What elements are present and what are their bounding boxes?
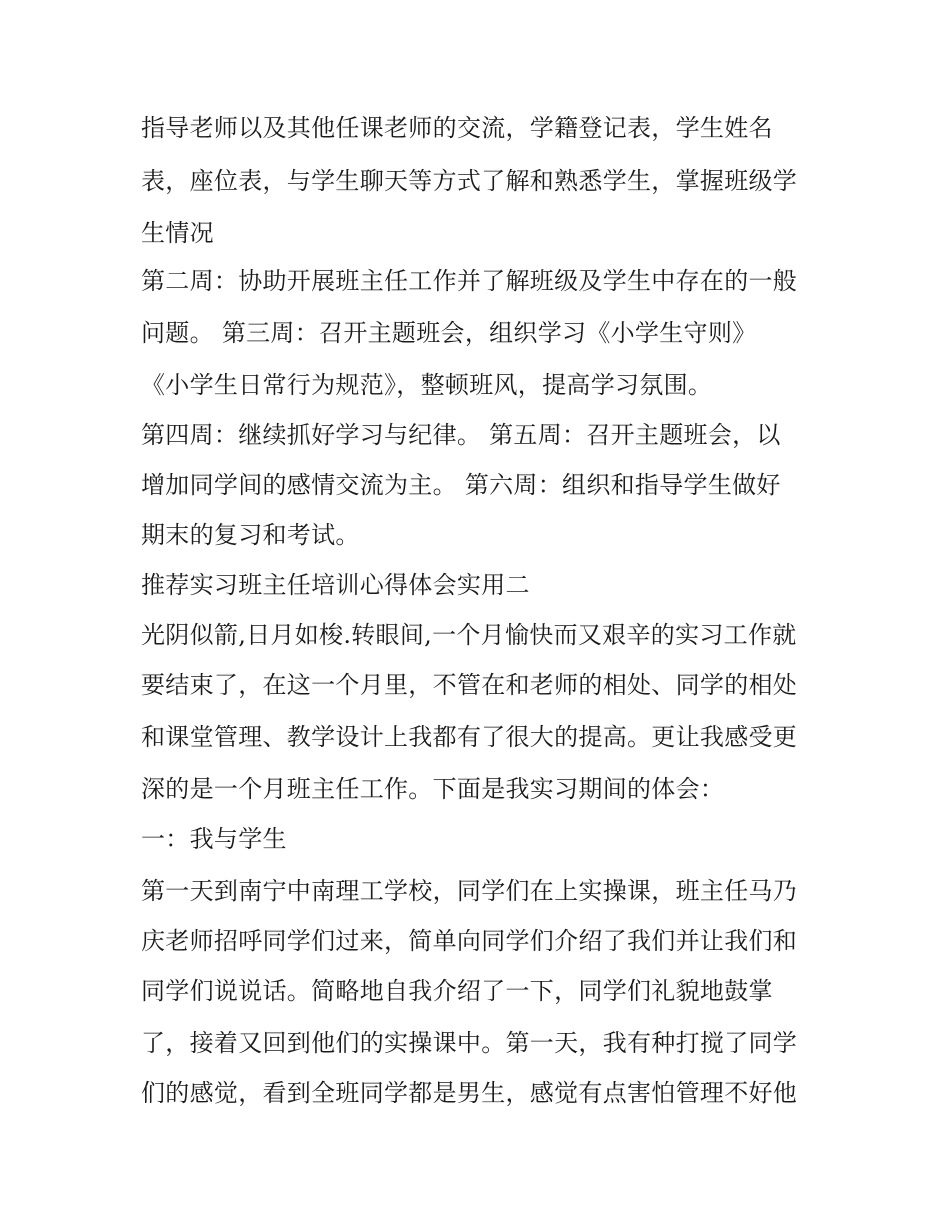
text-line: 要结束了，在这一个月里，不管在和老师的相处、同学的相处 <box>141 671 798 699</box>
text-line: 第四周：继续抓好学习与纪律。 第五周：召开主题班会，以 <box>141 421 781 449</box>
text-line: 指导老师以及其他任课老师的交流，学籍登记表，学生姓名 <box>141 114 773 142</box>
text-line: 同学们说说话。简略地自我介绍了一下，同学们礼貌地鼓掌 <box>141 977 773 1005</box>
text-line: 了，接着又回到他们的实操课中。第一天，我有种打搅了同学 <box>141 1029 798 1057</box>
text-line: 生情况 <box>141 219 214 247</box>
text-line: 深的是一个月班主任工作。下面是我实习期间的体会： <box>141 775 725 803</box>
text-line: 第一天到南宁中南理工学校，同学们在上实操课，班主任马乃 <box>141 877 798 905</box>
text-line: 增加同学间的感情交流为主。 第六周：组织和指导学生做好 <box>141 471 781 499</box>
section-heading: 推荐实习班主任培训心得体会实用二 <box>141 571 530 599</box>
text-line: 《小学生日常行为规范》，整顿班风，提高学习氛围。 <box>141 371 713 399</box>
text-line: 和课堂管理、教学设计上我都有了很大的提高。更让我感受更 <box>141 723 798 751</box>
text-line: 们的感觉，看到全班同学都是男生，感觉有点害怕管理不好他 <box>141 1079 798 1107</box>
text-line: 庆老师招呼同学们过来，简单向同学们介绍了我们并让我们和 <box>141 927 798 955</box>
subsection-heading: 一：我与学生 <box>141 825 287 853</box>
text-line: 光阴似箭,日月如梭.转眼间,一个月愉快而又艰辛的实习工作就 <box>141 621 797 649</box>
text-line: 期末的复习和考试。 <box>141 521 360 549</box>
text-line: 问题。 第三周：召开主题班会，组织学习《小学生守则》 <box>141 319 757 347</box>
text-line: 表，座位表，与学生聊天等方式了解和熟悉学生，掌握班级学 <box>141 167 798 195</box>
text-line: 第二周：协助开展班主任工作并了解班级及学生中存在的一般 <box>141 267 798 295</box>
